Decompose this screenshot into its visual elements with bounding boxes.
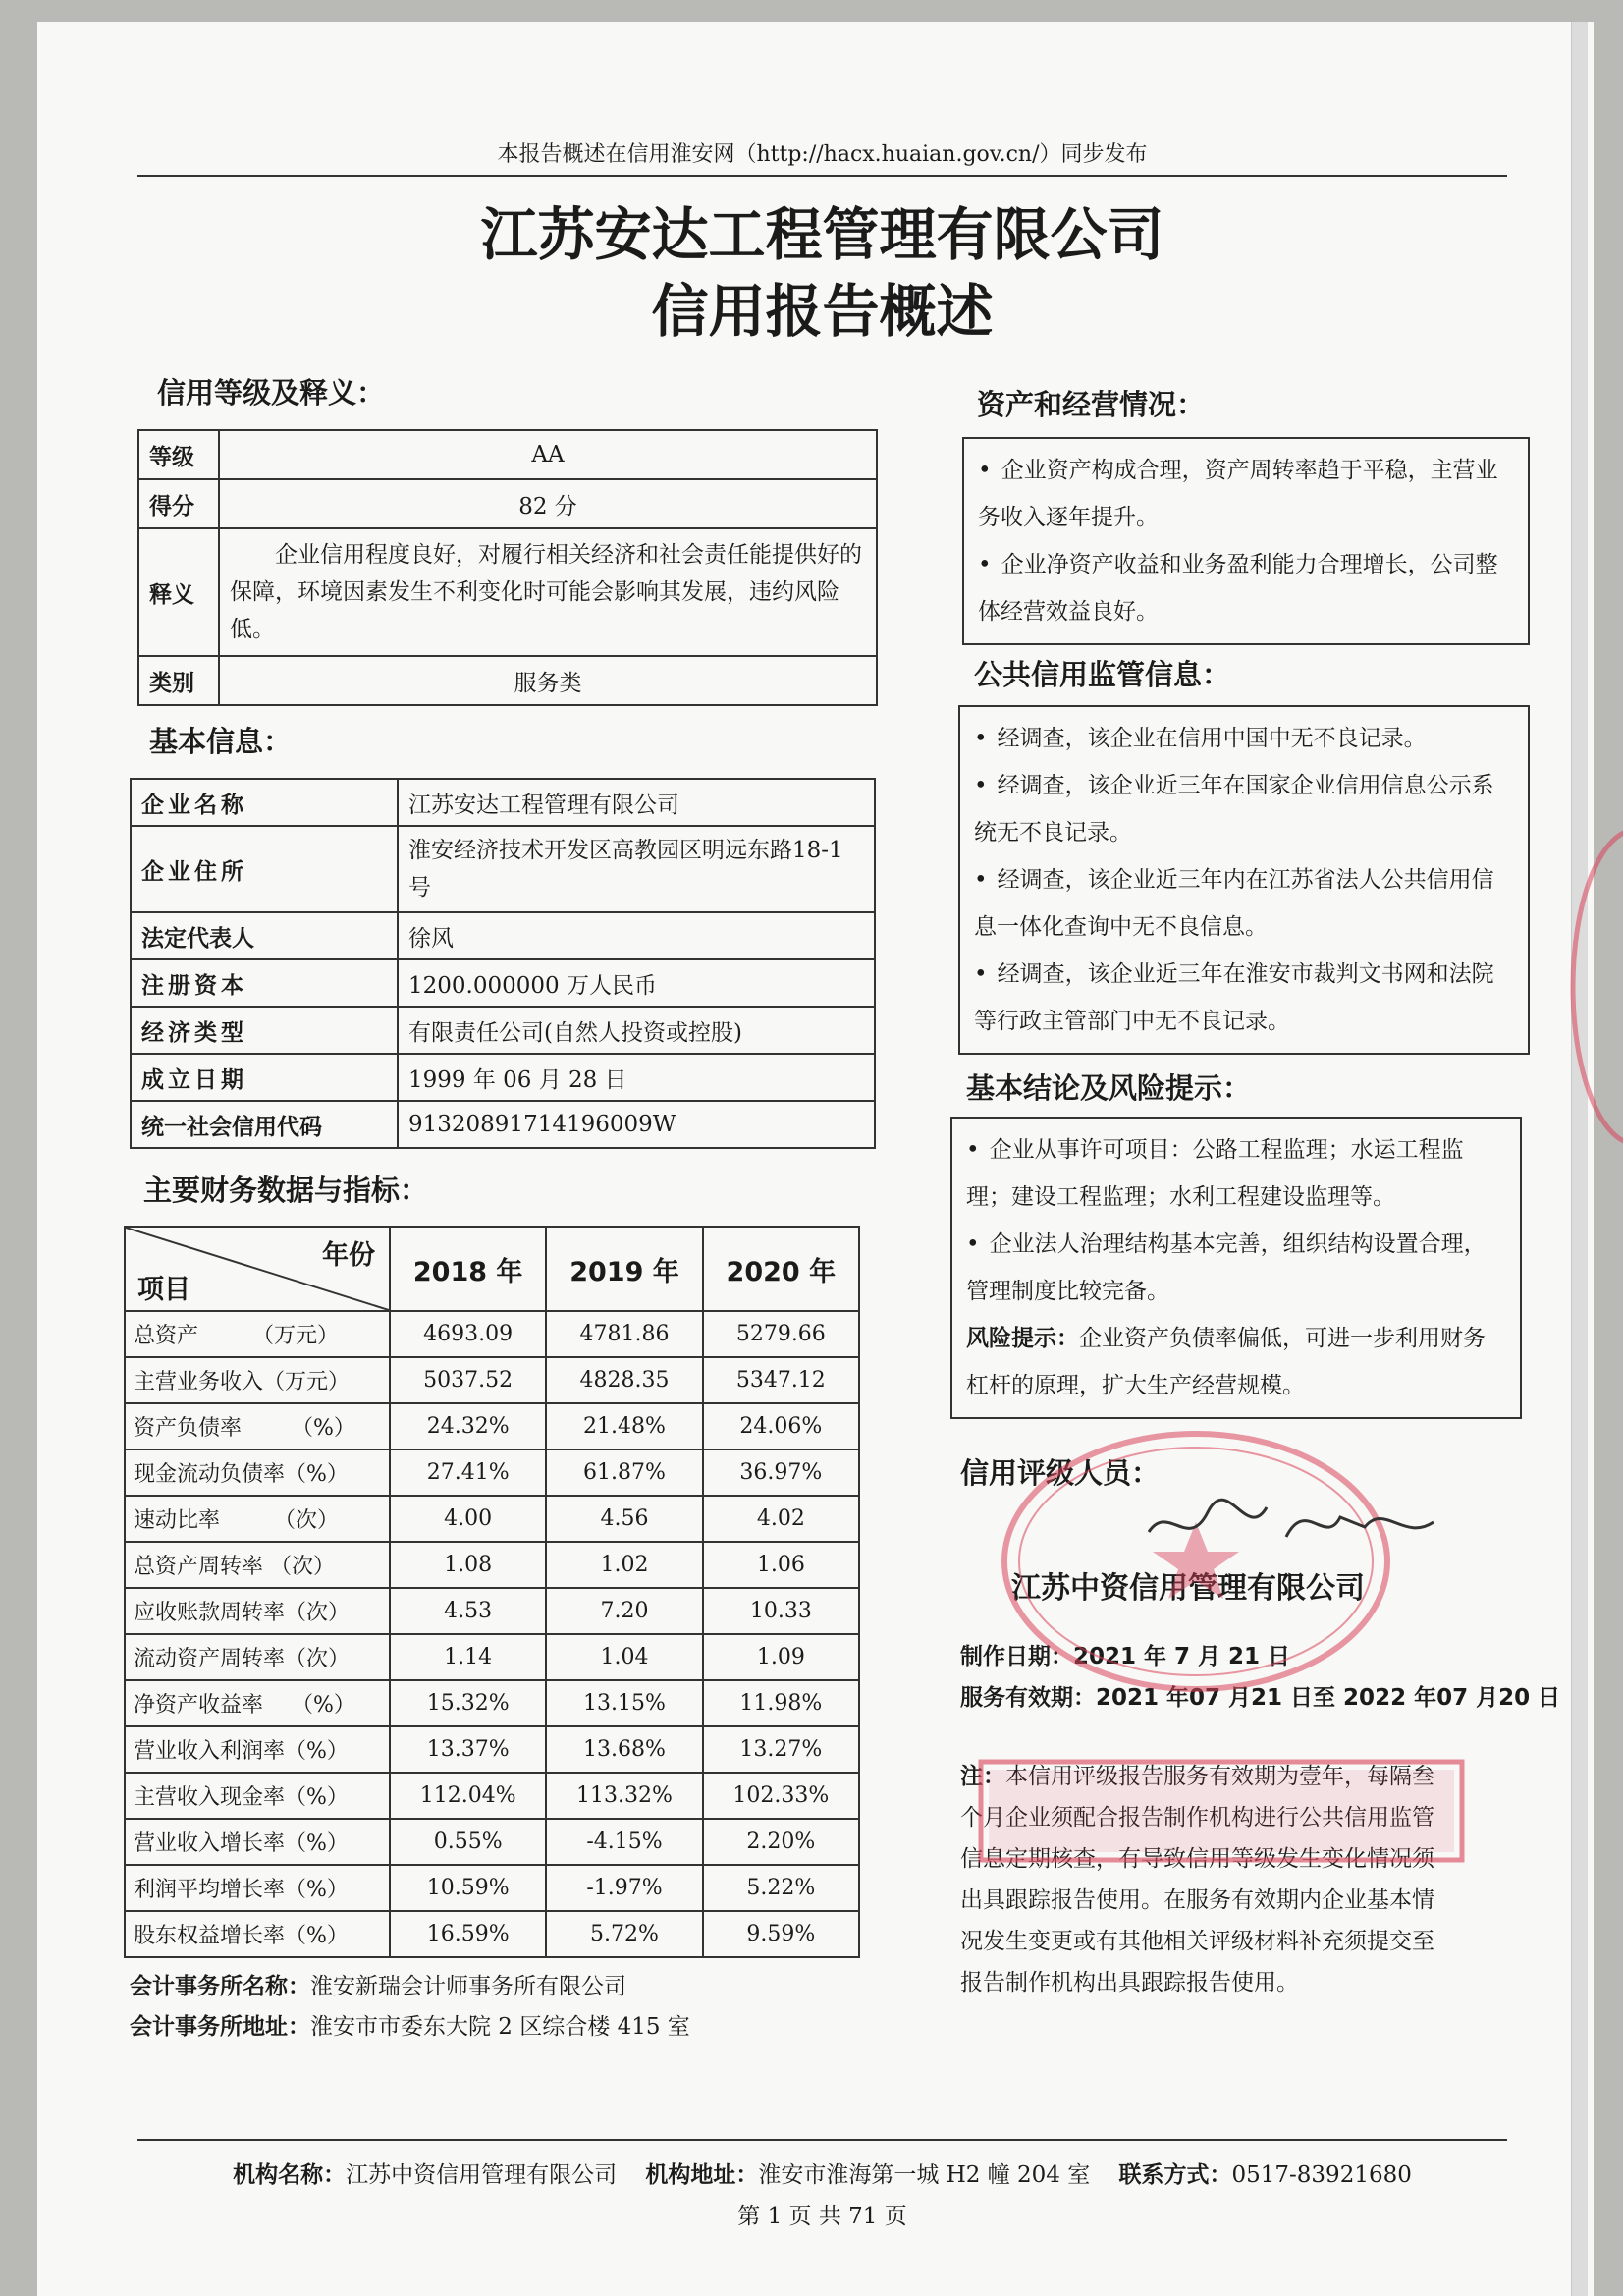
credit-code-value: 91320891714196009W [398, 1101, 875, 1148]
year-header: 2020 年 [703, 1227, 859, 1311]
finance-value: 36.97% [703, 1449, 859, 1496]
finance-item-label: 总资产 （万元） [125, 1311, 390, 1357]
finance-value: 1.04 [546, 1634, 702, 1680]
header-note: 本报告概述在信用淮安网（http://hacx.huaian.gov.cn/）同步发布 [497, 142, 1148, 167]
basic-heading: 基本信息： [149, 725, 293, 758]
finance-item-label: 主营收入现金率（%） [125, 1773, 390, 1819]
finance-item-label: 流动资产周转率（次） [125, 1634, 390, 1680]
public-heading: 公共信用监管信息： [974, 658, 1231, 691]
finance-value: 61.87% [546, 1449, 702, 1496]
table-row [125, 1865, 859, 1911]
finance-item-label: 现金流动负债率（%） [125, 1449, 390, 1496]
rater-company: 江苏中资信用管理有限公司 [1011, 1571, 1365, 1606]
conclusion-box [950, 1117, 1522, 1419]
legal-rep-value: 徐风 [398, 912, 875, 959]
public-item: • 经调查，该企业近三年在淮安市裁判文书网和法院等行政主管部门中无不良记录。 [974, 961, 1494, 1034]
finance-value: -1.97% [546, 1865, 702, 1911]
finance-value: 9.59% [703, 1911, 859, 1957]
finance-value: 13.37% [390, 1726, 546, 1773]
founded-value: 1999 年 06 月 28 日 [398, 1054, 875, 1101]
finance-value: 13.68% [546, 1726, 702, 1773]
legal-rep-label: 法定代表人 [131, 912, 398, 959]
finance-value: 113.32% [546, 1773, 702, 1819]
finance-value: 1.08 [390, 1542, 546, 1588]
grade-value: AA [219, 430, 877, 479]
finance-item-label: 利润平均增长率（%） [125, 1865, 390, 1911]
finance-item-label: 主营业务收入（万元） [125, 1357, 390, 1403]
document-title [137, 196, 1507, 350]
table-row [125, 1634, 859, 1680]
finance-value: 4.56 [546, 1496, 702, 1542]
validity-value: 2021 年07 月21 日至 2022 年07 月20 日 [1096, 1685, 1561, 1711]
finance-value: 24.32% [390, 1403, 546, 1449]
page-number: 第 1 页 共 71 页 [737, 2204, 907, 2229]
score-label: 得分 [138, 479, 219, 528]
page-edge [1571, 22, 1588, 2296]
finance-value: 4.53 [390, 1588, 546, 1634]
finance-value: 0.55% [390, 1819, 546, 1865]
footer-addr-label: 机构地址： [645, 2162, 759, 2188]
year-header: 2019 年 [546, 1227, 702, 1311]
finance-item-label: 营业收入增长率（%） [125, 1819, 390, 1865]
finance-value: 1.09 [703, 1634, 859, 1680]
definition-label: 释义 [138, 528, 219, 656]
finance-item-label: 总资产周转率 （次） [125, 1542, 390, 1588]
score-value: 82 分 [219, 479, 877, 528]
finance-value: 102.33% [703, 1773, 859, 1819]
finance-value: 4781.86 [546, 1311, 702, 1357]
note-label: 注： [960, 1764, 1005, 1789]
table-row [125, 1773, 859, 1819]
finance-value: 4.02 [703, 1496, 859, 1542]
finance-item-label: 资产负债率 （%） [125, 1403, 390, 1449]
finance-value: 5347.12 [703, 1357, 859, 1403]
validity-note [960, 1756, 1451, 2003]
table-row [125, 1311, 859, 1357]
finance-item-label: 净资产收益率 （%） [125, 1680, 390, 1726]
finance-value: 4693.09 [390, 1311, 546, 1357]
assets-heading: 资产和经营情况： [977, 388, 1206, 421]
footer-rule [137, 2139, 1507, 2141]
assets-item: • 企业净资产收益和业务盈利能力合理增长，公司整体经营效益良好。 [978, 552, 1498, 625]
footer-org-label: 机构名称： [233, 2162, 347, 2188]
finance-rows [125, 1311, 859, 1957]
finance-item-label: 应收账款周转率（次） [125, 1588, 390, 1634]
note-text: 本信用评级报告服务有效期为壹年，每隔叁个月企业须配合报告制作机构进行公共信用监管信息定期核查，有导致信用等级发生变化情况须出具跟踪报告使用。在服务有效期内企业基本情况发生变更或有其他相关评级材料补充须提交至报告制作机构出具跟踪报告使用。 [960, 1764, 1434, 1995]
public-info-box [958, 705, 1530, 1055]
finance-table [124, 1226, 860, 1958]
table-row [125, 1588, 859, 1634]
finance-value: -4.15% [546, 1819, 702, 1865]
title-company: 江苏安达工程管理有限公司 [480, 201, 1164, 268]
address-label: 企业住所 [131, 826, 398, 912]
credit-code-label: 统一社会信用代码 [131, 1101, 398, 1148]
company-name-label: 企业名称 [131, 779, 398, 826]
definition-value: 企业信用程度良好，对履行相关经济和社会责任能提供好的保障，环境因素发生不利变化时可能会影响其发展，违约风险低。 [219, 528, 877, 656]
finance-item-label: 营业收入利润率（%） [125, 1726, 390, 1773]
grade-heading: 信用等级及释义： [157, 376, 386, 410]
report-date-label: 制作日期： [960, 1644, 1073, 1669]
basic-info-table [130, 778, 876, 1149]
firm-address-line [130, 2008, 690, 2041]
finance-value: 27.41% [390, 1449, 546, 1496]
finance-value: 4.00 [390, 1496, 546, 1542]
table-row [125, 1542, 859, 1588]
conclusion-heading: 基本结论及风险提示： [966, 1071, 1252, 1105]
firm-address-label: 会计事务所地址： [130, 2014, 310, 2040]
finance-heading: 主要财务数据与指标： [143, 1174, 429, 1207]
finance-value: 10.33 [703, 1588, 859, 1634]
firm-address-value: 淮安市市委东大院 2 区综合楼 415 室 [310, 2014, 690, 2040]
table-row [125, 1911, 859, 1957]
table-row [125, 1357, 859, 1403]
footer-contact-label: 联系方式： [1118, 2162, 1232, 2188]
footer-contact: 0517-83921680 [1231, 2162, 1412, 2188]
category-label: 类别 [138, 656, 219, 705]
finance-value: 21.48% [546, 1403, 702, 1449]
finance-value: 13.15% [546, 1680, 702, 1726]
risk-warning: 风险提示：企业资产负债率偏低，可进一步利用财务杠杆的原理，扩大生产经营规模。 [966, 1326, 1486, 1398]
public-item: • 经调查，该企业近三年在国家企业信用信息公示系统无不良记录。 [974, 773, 1494, 846]
firm-name-line [130, 1968, 626, 2000]
table-row [125, 1449, 859, 1496]
finance-value: 5.22% [703, 1865, 859, 1911]
capital-value: 1200.000000 万人民币 [398, 959, 875, 1007]
report-date-value: 2021 年 7 月 21 日 [1073, 1644, 1291, 1669]
finance-value: 10.59% [390, 1865, 546, 1911]
firm-name-label: 会计事务所名称： [130, 1974, 310, 1999]
validity-line [960, 1679, 1560, 1712]
capital-label: 注册资本 [131, 959, 398, 1007]
assets-box [962, 437, 1530, 645]
assets-item: • 企业资产构成合理，资产周转率趋于平稳，主营业务收入逐年提升。 [978, 458, 1498, 530]
title-report: 信用报告概述 [651, 278, 994, 345]
table-row [125, 1496, 859, 1542]
category-value: 服务类 [219, 656, 877, 705]
validity-label: 服务有效期： [960, 1685, 1096, 1711]
econ-type-label: 经济类型 [131, 1007, 398, 1054]
address-value: 淮安经济技术开发区高教园区明远东路18-1号 [398, 826, 875, 912]
table-row [125, 1680, 859, 1726]
footer-info [137, 2157, 1507, 2189]
footer-addr: 淮安市淮海第一城 H2 幢 204 室 [758, 2162, 1091, 2188]
public-item: • 经调查，该企业近三年内在江苏省法人公共信用信息一体化查询中无不良信息。 [974, 867, 1494, 940]
grade-label: 等级 [138, 430, 219, 479]
finance-item-label: 股东权益增长率（%） [125, 1911, 390, 1957]
finance-value: 112.04% [390, 1773, 546, 1819]
finance-item-label: 速动比率 （次） [125, 1496, 390, 1542]
corner-cell [125, 1227, 390, 1311]
grade-table [137, 429, 878, 706]
finance-value: 5279.66 [703, 1311, 859, 1357]
table-row [125, 1819, 859, 1865]
econ-type-value: 有限责任公司(自然人投资或控股) [398, 1007, 875, 1054]
finance-value: 2.20% [703, 1819, 859, 1865]
report-date-line [960, 1638, 1290, 1670]
finance-value: 11.98% [703, 1680, 859, 1726]
finance-value: 1.06 [703, 1542, 859, 1588]
finance-value: 15.32% [390, 1680, 546, 1726]
firm-name-value: 淮安新瑞会计师事务所有限公司 [310, 1974, 626, 1999]
finance-value: 24.06% [703, 1403, 859, 1449]
year-header: 2018 年 [390, 1227, 546, 1311]
table-row [125, 1403, 859, 1449]
header-rule [137, 175, 1507, 177]
conclusion-item: • 企业法人治理结构基本完善，组织结构设置合理，管理制度比较完备。 [966, 1231, 1487, 1304]
finance-value: 1.02 [546, 1542, 702, 1588]
finance-value: 16.59% [390, 1911, 546, 1957]
finance-value: 5037.52 [390, 1357, 546, 1403]
founded-label: 成立日期 [131, 1054, 398, 1101]
corner-year-label: 年份 [322, 1240, 375, 1271]
finance-value: 13.27% [703, 1726, 859, 1773]
finance-value: 7.20 [546, 1588, 702, 1634]
finance-value: 5.72% [546, 1911, 702, 1957]
footer-org: 江苏中资信用管理有限公司 [346, 2162, 618, 2188]
company-name-value: 江苏安达工程管理有限公司 [398, 779, 875, 826]
finance-value: 1.14 [390, 1634, 546, 1680]
corner-item-label: 项目 [137, 1275, 190, 1305]
public-item: • 经调查，该企业在信用中国中无不良记录。 [974, 726, 1427, 751]
rater-heading: 信用评级人员： [960, 1456, 1161, 1490]
conclusion-item: • 企业从事许可项目：公路工程监理；水运工程监理；建设工程监理；水利工程建设监理等。 [966, 1137, 1464, 1210]
table-row [125, 1726, 859, 1773]
finance-value: 4828.35 [546, 1357, 702, 1403]
